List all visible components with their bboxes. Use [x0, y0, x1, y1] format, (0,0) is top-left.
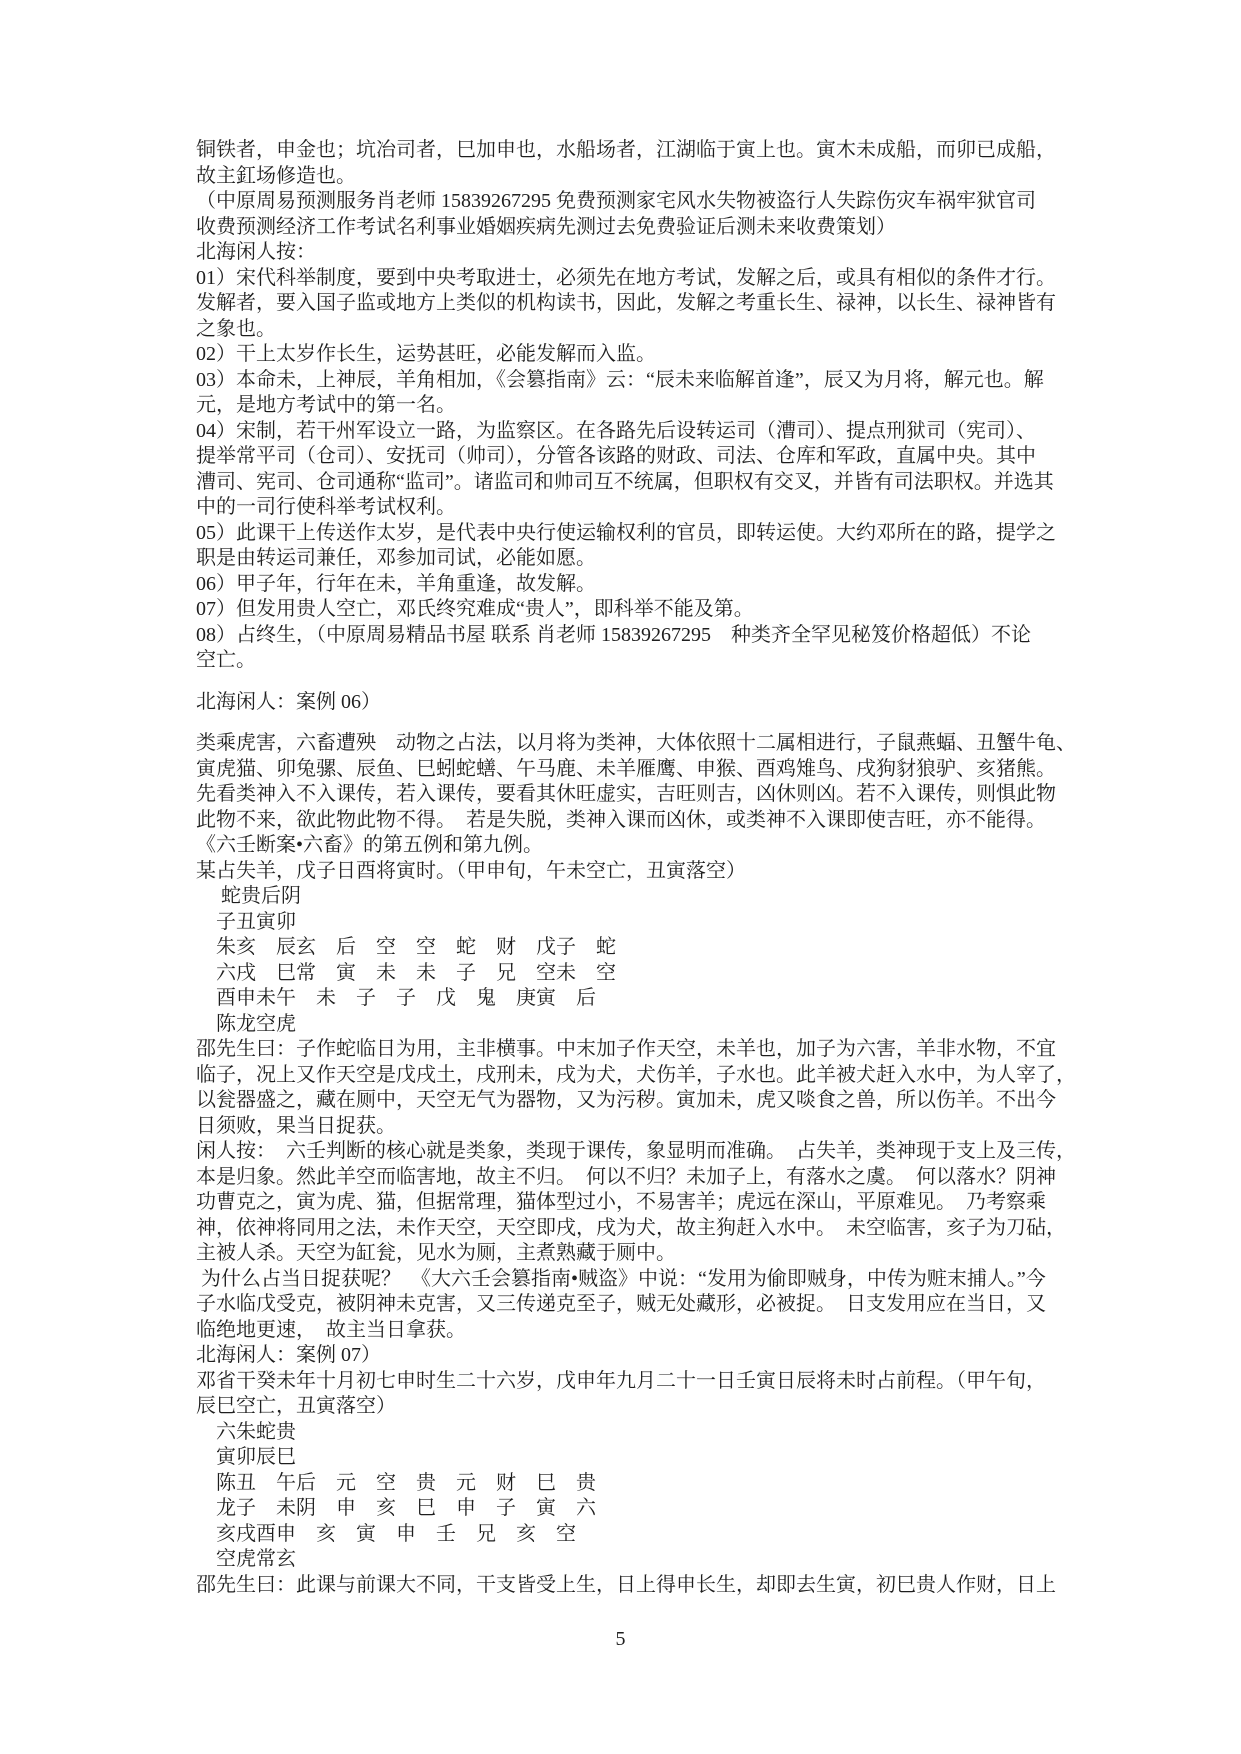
text-line: 以瓮器盛之，藏在厕中，天空无气为器物，又为污秽。寅加未，虎又啖食之兽，所以伤羊。不出今	[196, 1089, 1056, 1111]
text-line: 蛇贵后阴	[196, 885, 301, 907]
text-line: 发解者，要入国子监或地方上类似的机构读书，因此，发解之考重长生、禄神，以长生、禄神皆有	[196, 292, 1056, 314]
text-line: 寅虎猫、卯兔骡、辰鱼、巳蚓蛇蟮、午马鹿、未羊雁鹰、申猴、酉鸡雉鸟、戌狗豺狼驴、亥猪熊。	[196, 757, 1056, 780]
text-line: 中的一司行使科举考试权利。	[196, 496, 456, 518]
text-line: 龙子 未阴 申 亥 巳 申 子 寅 六	[196, 1497, 596, 1519]
text-line: 朱亥 辰玄 后 空 空 蛇 财 戊子 蛇	[196, 936, 616, 958]
blank-line	[196, 674, 1076, 690]
text-line: 提举常平司（仓司）、安抚司（帅司），分管各该路的财政、司法、仓库和军政，直属中央。其中	[196, 445, 1036, 467]
text-line: 子丑寅卯	[196, 910, 296, 933]
text-line: 03）本命未，上神辰，羊角相加，《会篡指南》云：“辰未来临解首逢”，辰又为月将，解元也。解	[196, 368, 1044, 391]
text-line: 漕司、宪司、仓司通称“监司”。诸监司和帅司互不统属，但职权有交叉，并皆有司法职权。并选其	[196, 470, 1054, 493]
text-line: 邵先生曰：子作蛇临日为用，主非横事。中末加子作天空，未羊也，加子为六害，羊非水物，不宜	[196, 1038, 1056, 1060]
text-line: 06）甲子年，行年在未，羊角重逢，故发解。	[196, 572, 596, 595]
text-line: 邓省干癸未年十月初七申时生二十六岁，戊申年九月二十一日壬寅日辰将未时占前程。（甲午旬，	[196, 1369, 1046, 1392]
text-line: 陈丑 午后 元 空 贵 元 财 巳 贵	[196, 1471, 596, 1494]
text-line: 北海闲人按：	[196, 241, 316, 263]
text-line: 子水临戊受克，被阴神未克害，又三传递克至子，贼无处藏形，必被捉。 日支发用应在当日，又	[196, 1293, 1046, 1315]
text-line: 05）此课干上传送作太岁，是代表中央行使运输权利的官员，即转运使。大约邓所在的路，提学之	[196, 521, 1056, 544]
text-line: 空虎常玄	[196, 1548, 296, 1570]
page-number: 5	[615, 1628, 626, 1650]
text-line: 日须败，果当日捉获。	[196, 1114, 396, 1137]
text-line: 闲人按： 六壬判断的核心就是类象，类现于课传，象显明而准确。 占失羊，类神现于支上及三传，	[196, 1140, 1076, 1162]
text-line: 六朱蛇贵	[196, 1420, 296, 1443]
text-line: 07）但发用贵人空亡，邓氏终究难成“贵人”，即科举不能及第。	[196, 598, 754, 620]
text-line: （中原周易预测服务肖老师 15839267295 免费预测家宅风水失物被盗行人失踪伤灾车祸牢狱官司	[196, 190, 1036, 212]
text-line: 北海闲人：案例 06）	[196, 690, 381, 713]
document-text-block	[196, 138, 1076, 1598]
text-line: 本是归象。然此羊空而临害地，故主不归。 何以不归？未加子上，有落水之虞。 何以落水？阴神	[196, 1165, 1056, 1188]
text-line: 辰巳空亡，丑寅落空）	[196, 1395, 396, 1417]
text-line: 陈龙空虎	[196, 1012, 296, 1035]
text-line: 主被人杀。天空为缸瓮，见水为厕，主煮熟藏于厕中。	[196, 1242, 676, 1264]
text-line: 六戌 巳常 寅 未 未 子 兄 空未 空	[196, 961, 616, 984]
text-line: 某占失羊，戊子日酉将寅时。（甲申旬，午未空亡，丑寅落空）	[196, 859, 746, 882]
text-line: 酉申未午 未 子 子 戊 鬼 庚寅 后	[196, 987, 596, 1009]
text-line: 临绝地更速， 故主当日拿获。	[196, 1318, 466, 1341]
text-line: 北海闲人：案例 07）	[196, 1344, 381, 1366]
text-line: 为什么占当日捉获呢？ 《大六壬会篡指南•贼盗》中说：“发用为偷即贼身，中传为赃末捕人。”今	[196, 1267, 1046, 1290]
text-line: 收费预测经济工作考试名利事业婚姻疾病先测过去免费验证后测未来收费策划）	[196, 215, 896, 238]
text-line: 寅卯辰巳	[196, 1446, 296, 1468]
text-line: 神，依神将同用之法，未作天空，天空即戌，戌为犬，故主狗赶入水中。 未空临害，亥子为刀砧，	[196, 1216, 1066, 1239]
text-line: 先看类神入不入课传，若入课传，要看其休旺虚实，吉旺则吉，凶休则凶。若不入课传，则惧此物	[196, 783, 1056, 805]
text-line: 故主釭场修造也。	[196, 164, 356, 187]
text-line: 01）宋代科举制度，要到中央考取进士，必须先在地方考试，发解之后，或具有相似的条件才行。	[196, 266, 1056, 289]
text-line: 此物不来，欲此物此物不得。 若是失脱，类神入课而凶休，或类神不入课即使吉旺，亦不能得。	[196, 808, 1046, 831]
text-line: 功曹克之，寅为虎、猫，但据常理，猫体型过小，不易害羊；虎远在深山，平原难见。 乃考察乘	[196, 1191, 1046, 1213]
text-line: 邵先生曰：此课与前课大不同，干支皆受上生，日上得申长生，却即去生寅，初巳贵人作财，日上	[196, 1573, 1056, 1596]
text-line: 02）干上太岁作长生，运势甚旺，必能发解而入监。	[196, 343, 656, 365]
text-line: 临子，况上又作天空是戊戌土，戌刑未，戌为犬，犬伤羊，子水也。此羊被犬赶入水中，为人宰了，	[196, 1063, 1076, 1086]
text-line: 空亡。	[196, 649, 256, 671]
text-line: 职是由转运司兼任，邓参加司试，必能如愿。	[196, 547, 596, 569]
text-line: 类乘虎害，六畜遭殃 动物之占法，以月将为类神，大体依照十二属相进行，子鼠燕蝠、丑蟹牛龟、	[196, 732, 1076, 754]
blank-line	[196, 715, 1076, 731]
text-line: 之象也。	[196, 317, 276, 340]
text-line: 08）占终生，（中原周易精品书屋 联系 肖老师 15839267295 种类齐全罕见秘笈价格超低）不论	[196, 623, 1031, 646]
text-line: 铜铁者，申金也；坑冶司者，巳加申也，水船场者，江湖临于寅上也。寅木未成船，而卯已成船，	[196, 139, 1056, 161]
text-line: 亥戌酉申 亥 寅 申 壬 兄 亥 空	[196, 1522, 576, 1545]
text-line: 04）宋制，若干州军设立一路，为监察区。在各路先后设转运司（漕司）、提点刑狱司（宪司）、	[196, 419, 1036, 442]
text-line: 《六壬断案•六畜》的第五例和第九例。	[196, 834, 544, 856]
text-line: 元，是地方考试中的第一名。	[196, 394, 456, 416]
